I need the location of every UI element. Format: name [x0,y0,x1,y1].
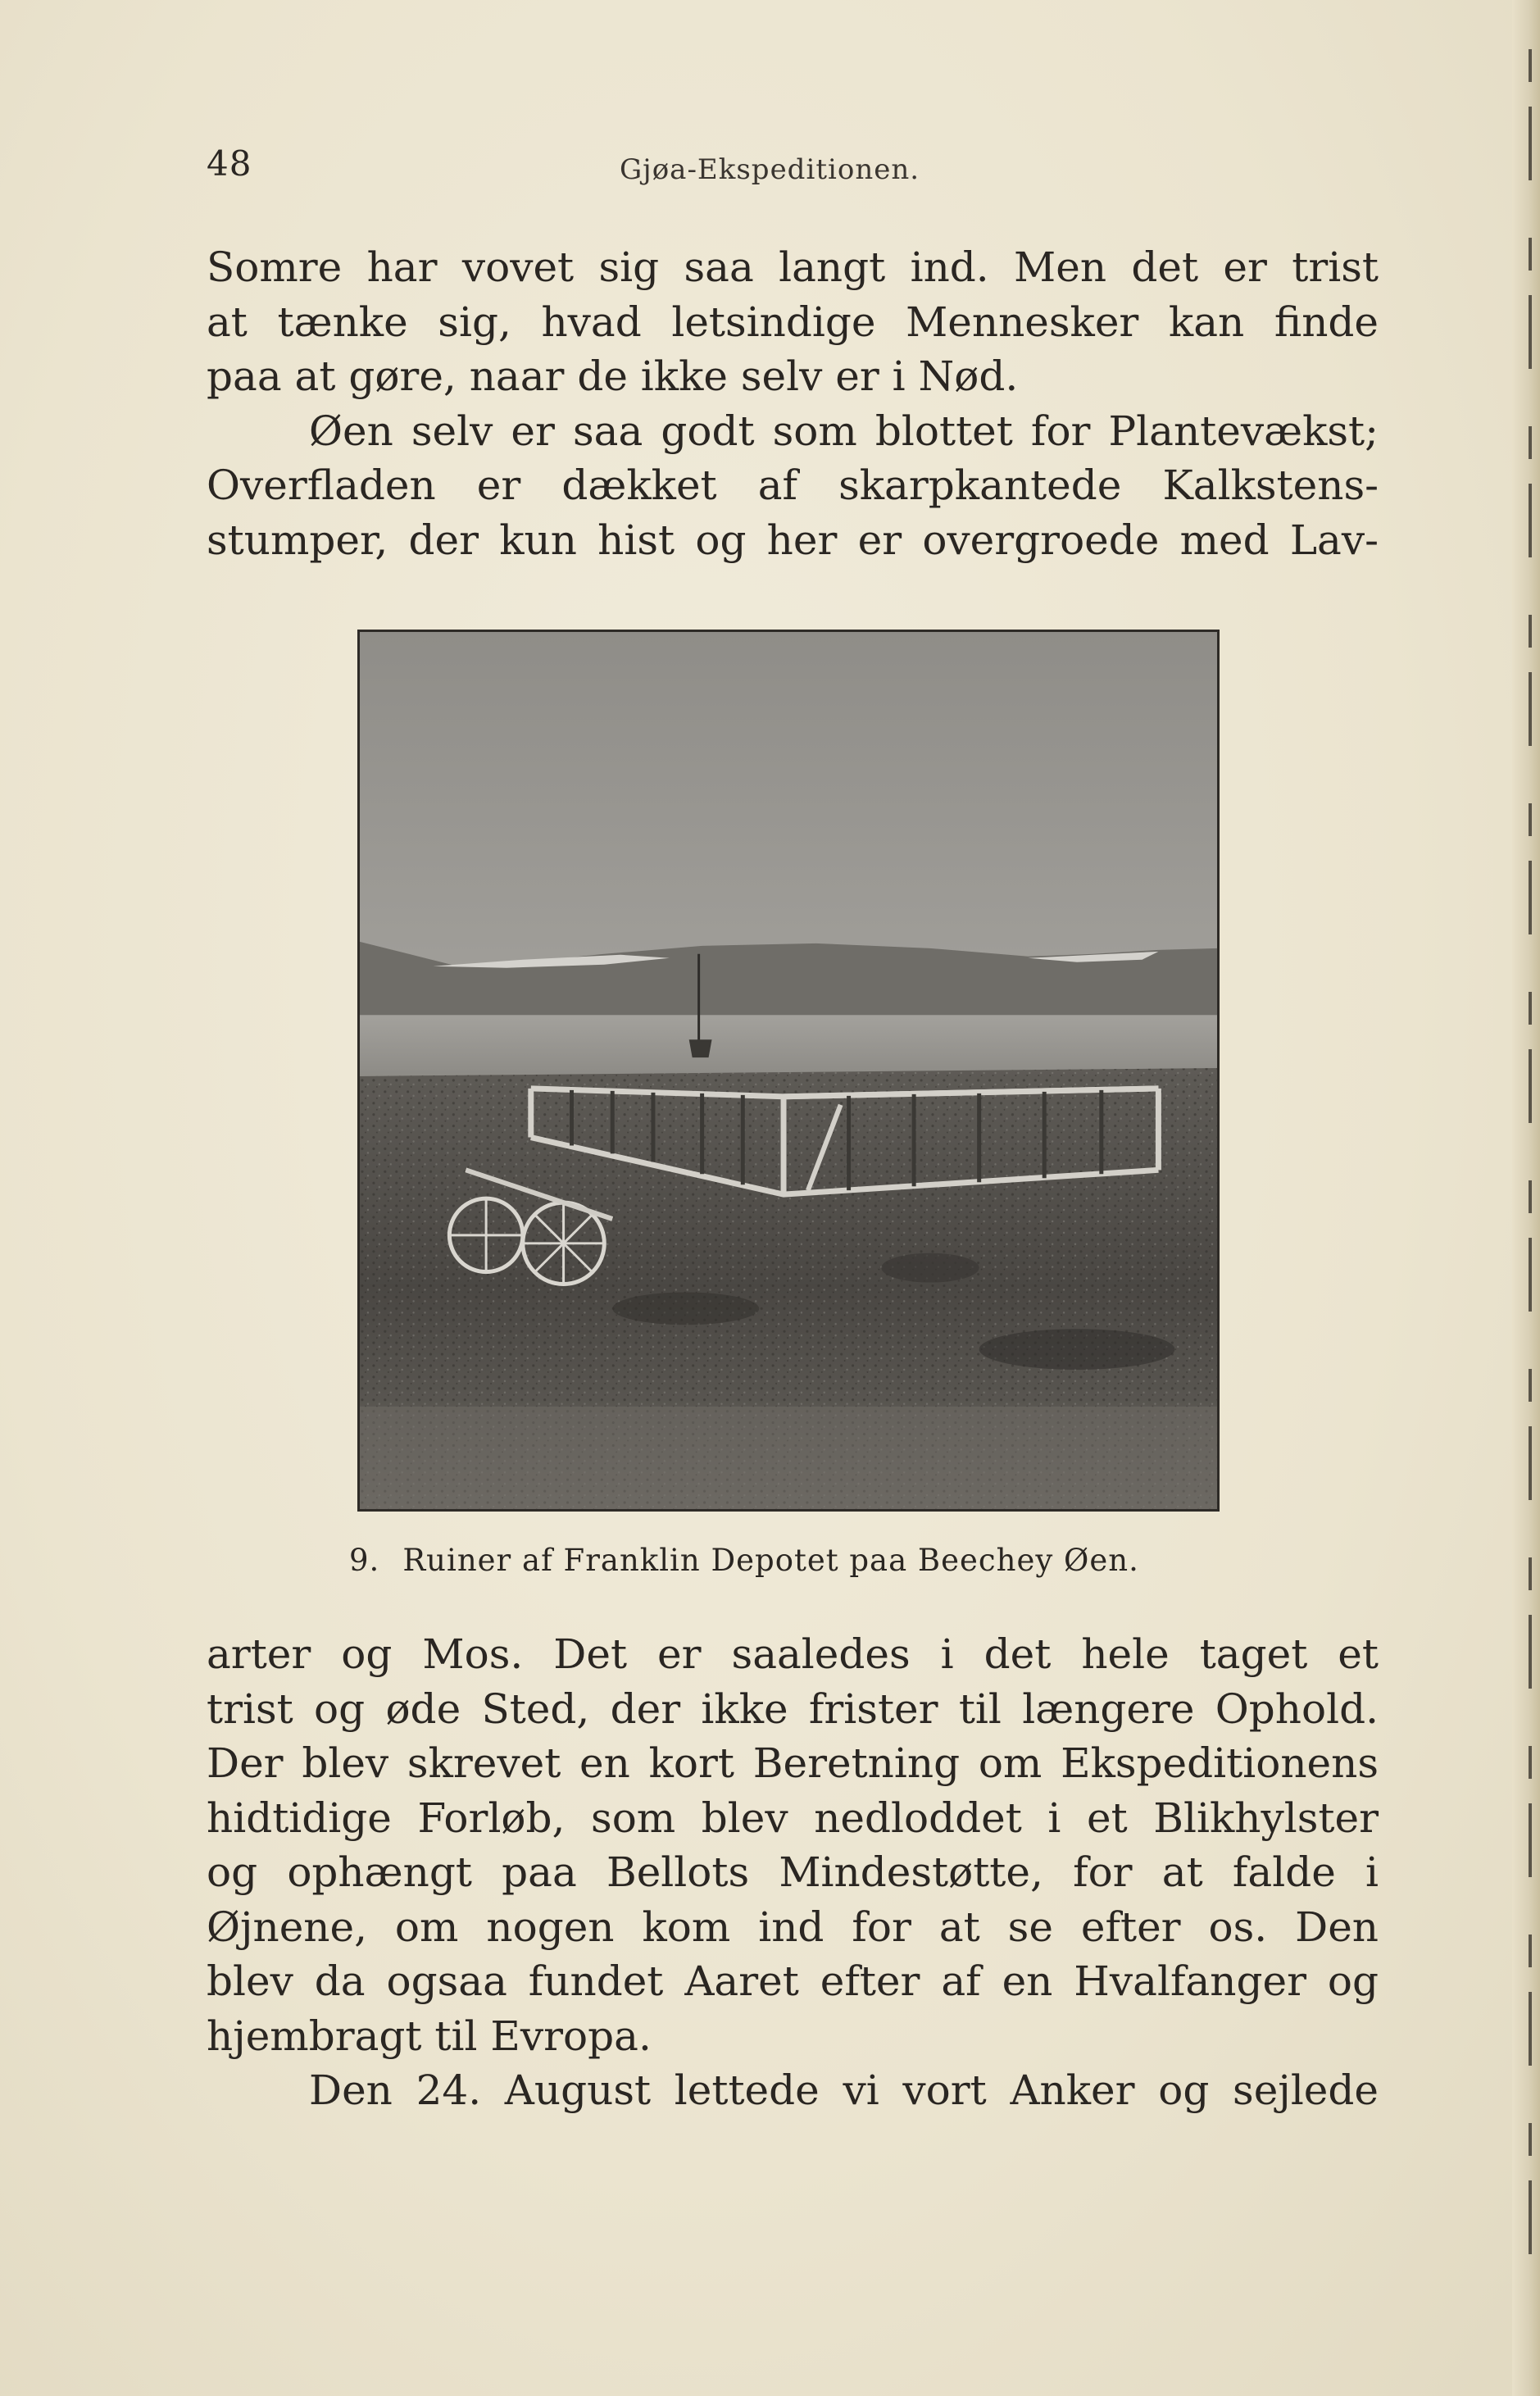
text-line: paa at gøre, naar de ikke selv er i Nød. [207,352,1019,400]
text-line: og ophængt paa Bellots Mindestøtte, for at falde i [207,1848,1379,1896]
text-line: Overfladen er dækket af skarpkantede Kalkstens- [207,461,1379,509]
text-line: Somre har vovet sig saa langt ind. Men det er trist [207,243,1379,291]
photograph-franklin-depot [357,630,1220,1512]
body-text-top [207,240,1379,567]
page-edge [1512,0,1540,2396]
text-line: arter og Mos. Det er saaledes i det hele taget et [207,1630,1379,1678]
text-line: Øen selv er saa godt som blottet for Plantevækst; [309,407,1379,455]
text-line: blev da ogsaa fundet Aaret efter af en Hvalfanger og [207,1957,1379,2005]
text-line: stumper, der kun hist og her er overgroede med Lav- [207,516,1379,564]
text-line: hidtidige Forløb, som blev nedloddet i et Blikhylster [207,1794,1379,1842]
figure-caption [349,1543,1139,1578]
text-line: trist og øde Sted, der ikke frister til længere Ophold. [207,1684,1379,1733]
text-line: at tænke sig, hvad letsindige Mennesker kan finde [207,298,1379,346]
caption-text: Ruiner af Franklin Depotet paa Beechey Øen. [402,1543,1139,1578]
text-line: Den 24. August lettede vi vort Anker og sejlede [309,2066,1379,2114]
text-line: Der blev skrevet en kort Beretning om Ekspeditionens [207,1739,1379,1787]
running-title: Gjøa-Ekspeditionen. [620,153,920,186]
figure-number: 9. [349,1543,380,1578]
text-line: Øjnene, om nogen kom ind for at se efter os. Den [207,1903,1379,1951]
body-text-bottom [207,1627,1379,2118]
text-line: hjembragt til Evropa. [207,2012,652,2060]
page-header [207,143,1387,193]
photograph-illustration [360,632,1217,1509]
page-number: 48 [207,143,252,184]
